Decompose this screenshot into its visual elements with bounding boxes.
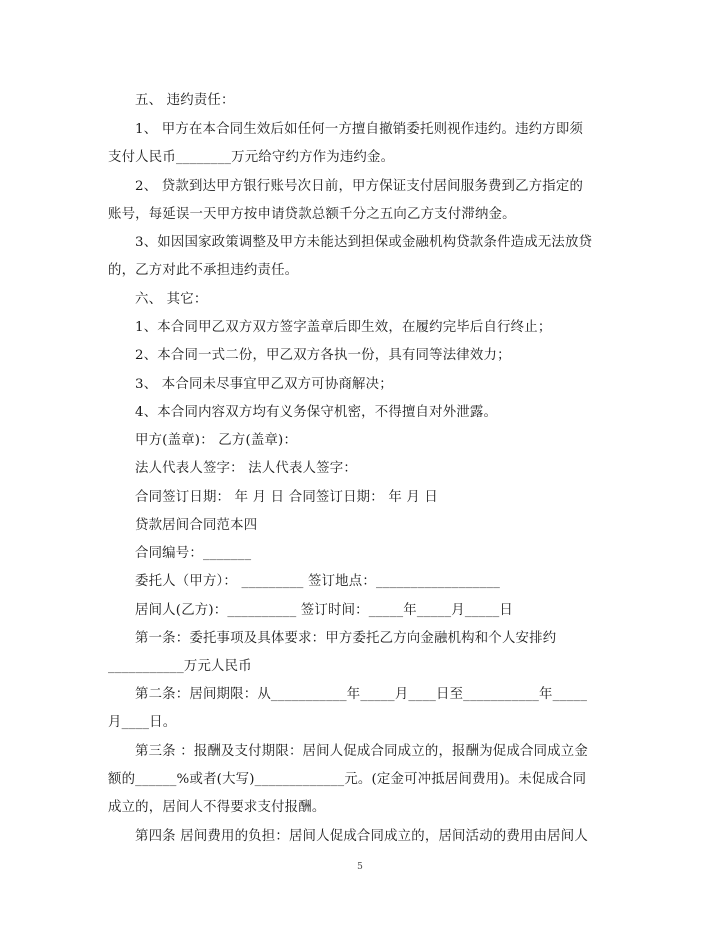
clause-5-2-line-2: 账号，每延误一天甲方按申请贷款总额千分之五向乙方支付滞纳金。 <box>108 207 516 222</box>
article-1-line-1: 第一条：委托事项及具体要求：甲方委托乙方向金融机构和个人安排约 <box>135 631 557 646</box>
sign-date-line: 合同签订日期： 年 月 日 合同签订日期： 年 月 日 <box>135 490 439 505</box>
clause-6-3: 3、 本合同未尽事宜甲乙双方可协商解决； <box>135 377 393 392</box>
clause-6-4: 4、本合同内容双方均有义务保守机密，不得擅自对外泄露。 <box>135 405 498 420</box>
section-5-heading: 五、 违约责任： <box>135 93 235 108</box>
clause-6-2: 2、本合同一式二份，甲乙双方各执一份，具有同等法律效力； <box>135 348 511 363</box>
signature-line: 法人代表人签字： 法人代表人签字： <box>135 461 357 476</box>
clause-5-2-line-1: 2、 贷款到达甲方银行账号次日前，甲方保证支付居间服务费到乙方指定的 <box>135 179 584 194</box>
section-6-heading: 六、 其它： <box>135 292 208 307</box>
article-3-line-1: 第三条 ：报酬及支付期限：居间人促成合同成立的，报酬为促成合同成立金 <box>135 744 588 759</box>
article-2-line-2: 月____日。 <box>108 715 177 730</box>
page-number: 5 <box>357 862 363 872</box>
clause-6-1: 1、本合同甲乙双方双方签字盖章后即生效，在履约完毕后自行终止； <box>135 320 552 335</box>
clause-5-1-line-1: 1、 甲方在本合同生效后如任何一方擅自撤销委托则视作违约。违约方即须 <box>135 122 584 137</box>
article-1-line-2: ___________万元人民币 <box>108 659 252 674</box>
contract-number-line: 合同编号：_______ <box>135 546 252 561</box>
client-line: 委托人（甲方）： _________ 签订地点：__________________ <box>135 574 501 589</box>
article-4-line-1: 第四条 居间费用的负担：居间人促成合同成立的，居间活动的费用由居间人 <box>135 829 588 844</box>
template-title: 贷款居间合同范本四 <box>135 518 258 533</box>
article-3-line-2: 额的______%或者(大写)_____________元。(定金可冲抵居间费用)。未促成合同 <box>108 772 587 787</box>
clause-5-3-line-2: 的，乙方对此不承担违约责任。 <box>108 263 299 278</box>
clause-5-3-line-1: 3、如因国家政策调整及甲方未能达到担保或金融机构贷款条件造成无法放贷 <box>135 235 593 250</box>
clause-5-1-line-2: 支付人民币________万元给守约方作为违约金。 <box>108 150 395 165</box>
broker-line: 居间人(乙方)：__________ 签订时间：_____年_____月_____日 <box>135 603 513 618</box>
seal-line: 甲方(盖章)： 乙方(盖章)： <box>135 433 298 448</box>
article-3-line-3: 成立的，居间人不得要求支付报酬。 <box>108 800 326 815</box>
article-2-line-1: 第二条：居间期限：从___________年_____月____日至___________年_____ <box>135 687 588 702</box>
